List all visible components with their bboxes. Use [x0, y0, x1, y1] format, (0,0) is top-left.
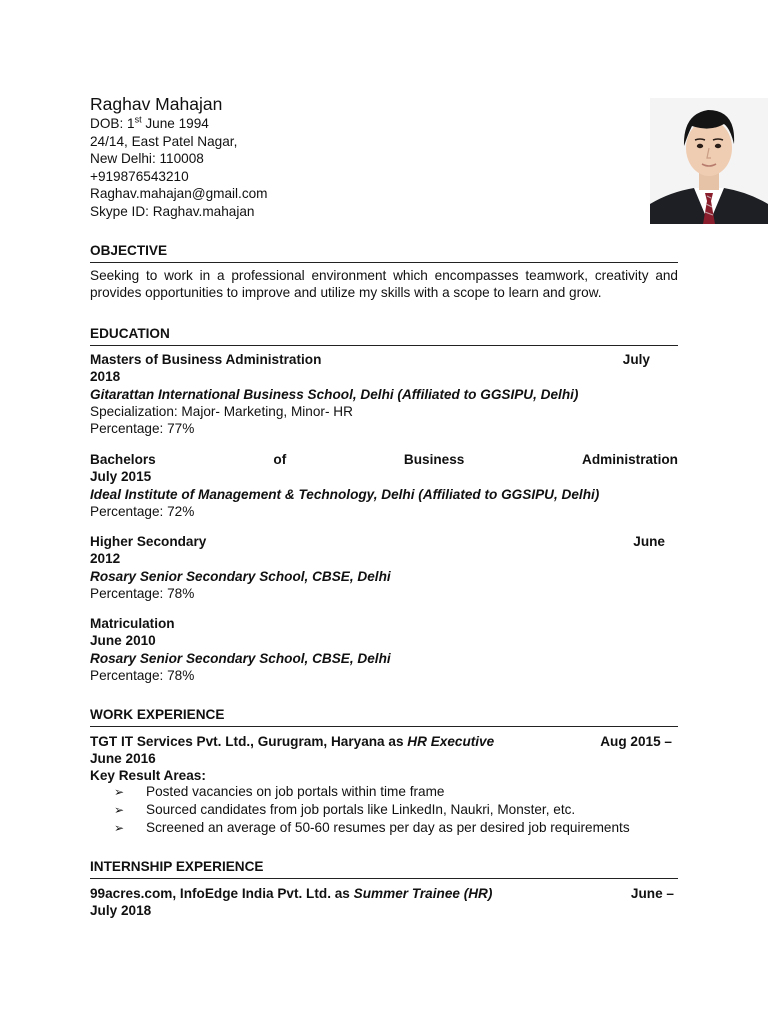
date-range: June 2010 — [90, 633, 156, 648]
school-name: Rosary Senior Secondary School, CBSE, Delhi — [90, 651, 391, 666]
resume-page — [90, 0, 678, 1024]
internship-title-line — [90, 885, 678, 903]
degree-word: Administration — [582, 452, 678, 467]
percentage: Percentage: 78% — [90, 668, 195, 683]
specialization: Specialization: Major- Marketing, Minor- HR — [90, 404, 353, 419]
phone-number: +919876543210 — [90, 168, 189, 184]
date-start: July — [622, 352, 650, 367]
education-divider — [90, 345, 678, 346]
job-role: Summer Trainee (HR) — [353, 886, 493, 901]
work-heading: WORK EXPERIENCE — [90, 707, 225, 722]
date-start: Aug 2015 – — [600, 734, 672, 749]
company-name: 99acres.com, InfoEdge India Pvt. Ltd. as — [90, 886, 354, 901]
school-name: Rosary Senior Secondary School, CBSE, Delhi — [90, 569, 391, 584]
job-role: HR Executive — [407, 734, 495, 749]
education-item-matric-title: Matriculation — [90, 616, 175, 631]
arrow-bullet-icon: ➢ — [114, 821, 125, 835]
degree-word: Business — [403, 452, 465, 467]
education-item-hs-title — [90, 533, 678, 551]
objective-heading: OBJECTIVE — [90, 243, 168, 258]
work-title-line — [90, 733, 678, 751]
date-end: 2018 — [90, 369, 121, 384]
work-divider — [90, 726, 678, 727]
date-end: July 2018 — [90, 903, 152, 918]
company-name: TGT IT Services Pvt. Ltd., Gurugram, Haryana as — [90, 734, 408, 749]
objective-text: Seeking to work in a professional environment which encompasses teamwork, creativity and provides opportunities to improve and utilize my skills with a scope to learn and grow. — [90, 268, 678, 301]
email-address: Raghav.mahajan@gmail.com — [90, 186, 268, 201]
internship-heading: INTERNSHIP EXPERIENCE — [90, 859, 264, 874]
arrow-bullet-icon: ➢ — [114, 785, 125, 799]
date-start: June – — [630, 886, 674, 901]
profile-photo — [650, 98, 768, 224]
education-item-mba-title — [90, 351, 678, 369]
kra-label: Key Result Areas: — [90, 768, 206, 783]
date-end: June 2016 — [90, 751, 156, 766]
arrow-bullet-icon: ➢ — [114, 803, 125, 817]
education-heading: EDUCATION — [90, 326, 170, 341]
internship-divider — [90, 878, 678, 879]
degree-name: Masters of Business Administration — [90, 352, 322, 367]
percentage: Percentage: 78% — [90, 586, 195, 601]
contact-block — [90, 115, 268, 220]
percentage: Percentage: 72% — [90, 504, 195, 519]
date-range: July 2015 — [90, 469, 152, 484]
dob-prefix: DOB: 1 — [90, 116, 135, 131]
degree-name: Higher Secondary — [90, 534, 207, 549]
dob-line — [90, 115, 268, 133]
dob-suffix: June 1994 — [141, 116, 209, 131]
list-item: ➢ Posted vacancies on job portals within time frame — [114, 783, 630, 801]
kra-list — [114, 783, 630, 837]
address-line-1: 24/14, East Patel Nagar, — [90, 133, 238, 149]
candidate-name: Raghav Mahajan — [90, 94, 223, 114]
objective-divider — [90, 262, 678, 263]
date-end: 2012 — [90, 551, 121, 566]
school-name: Gitarattan International Business School, Delhi (Affiliated to GGSIPU, Delhi) — [90, 387, 579, 402]
date-start: June — [633, 534, 665, 549]
portrait-illustration — [650, 98, 768, 224]
degree-word: of — [273, 452, 287, 467]
percentage: Percentage: 77% — [90, 421, 195, 436]
list-item: ➢ Sourced candidates from job portals like LinkedIn, Naukri, Monster, etc. — [114, 801, 630, 819]
address-line-2: New Delhi: 110008 — [90, 151, 204, 166]
education-item-bba-title — [90, 451, 678, 469]
school-name: Ideal Institute of Management & Technology, Delhi (Affiliated to GGSIPU, Delhi) — [90, 487, 600, 502]
degree-word: Bachelors — [90, 452, 156, 467]
list-item: ➢ Screened an average of 50-60 resumes per day as per desired job requirements — [114, 819, 630, 837]
dob-ordinal: st — [134, 114, 142, 125]
skype-id: Skype ID: Raghav.mahajan — [90, 203, 255, 219]
